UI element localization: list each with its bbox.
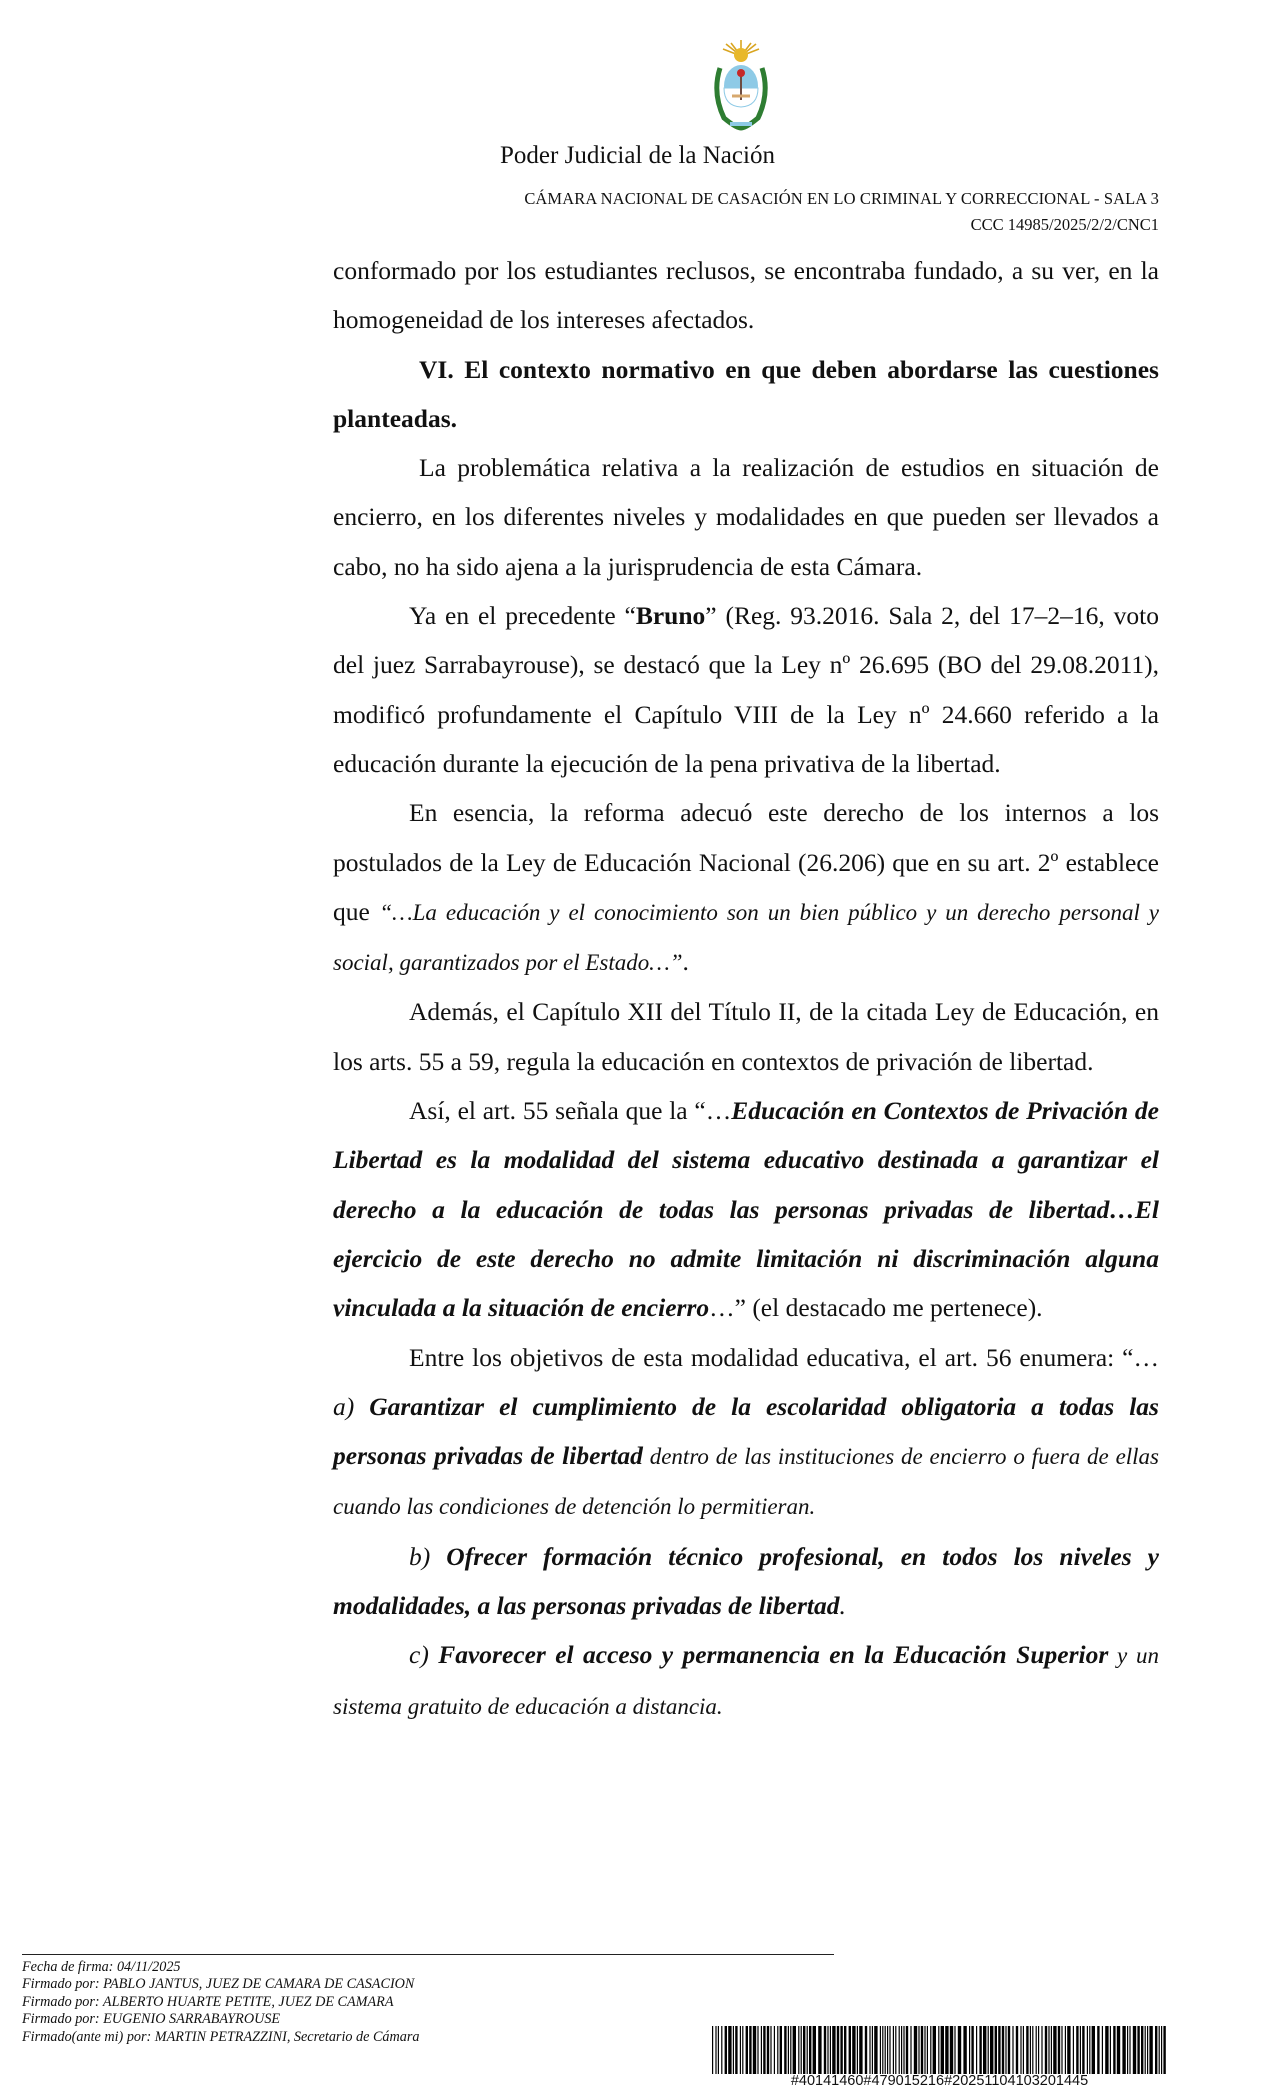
text-run: Ya en el precedente “	[409, 601, 636, 631]
barcode-number: #40141460#479015216#20251104103201445	[790, 2073, 1089, 2089]
case-number: CCC 14985/2025/2/2/CNC1	[970, 215, 1159, 234]
list-marker: c)	[409, 1640, 439, 1670]
list-marker: a)	[333, 1391, 370, 1421]
sun	[734, 48, 748, 62]
text-run: ” (Reg. 93.2016. Sala 2, del 17–2–16, voto del juez Sarrabayrouse), se destacó que la Ley nº 26.695 (BO del 29.08.2011), modificó profundamente el Capítulo VIII de la Ley nº 24.660 referido a la educación durante la ejecución de la pena privativa de la libertad.	[333, 601, 1159, 778]
paragraph	[333, 788, 1159, 987]
highlighted-quote: Favorecer el acceso y permanencia en la Educación Superior	[438, 1640, 1109, 1670]
phrygian-cap	[737, 69, 745, 77]
national-coat-of-arms	[710, 38, 772, 132]
quoted-law-text: “…La educación y el conocimiento son un bien público y un derecho personal y social, garantizados por el Estado…”	[333, 899, 1159, 976]
paragraph	[333, 1630, 1159, 1731]
paragraph	[333, 1532, 1159, 1631]
paragraph	[333, 1086, 1159, 1332]
paragraph	[333, 1333, 1159, 1532]
paragraph	[333, 591, 1159, 788]
highlighted-quote: Garantizar el cumplimiento de la escolaridad obligatoria a todas las personas privadas de libertad	[333, 1391, 1159, 1471]
paragraph: conformado por los estudiantes reclusos, se encontraba fundado, a su ver, en la homogeneidad de los intereses afectados.	[333, 256, 1159, 335]
section-heading: VI. El contexto normativo en que deben abordarse las cuestiones planteadas.	[333, 354, 1159, 433]
signature-line: Firmado por: EUGENIO SARRABAYROUSE	[22, 2011, 281, 2028]
text-run: Así, el art. 55 señala que la “…	[409, 1096, 732, 1126]
signature-line: Firmado(ante mi) por: MARTIN PETRAZZINI, Secretario de Cámara	[22, 2028, 420, 2045]
text-run: .	[682, 947, 689, 977]
signature-line: Firmado por: ALBERTO HUARTE PETITE, JUEZ DE CAMARA	[22, 1993, 394, 2010]
highlighted-quote: Educación en Contextos de Privación de Libertad es la modalidad del sistema educativo destinada a garantizar el derecho a la educación de todas las personas privadas de libertad…El ejercicio de este derecho no admite limitación ni discriminación alguna vinculada a la situación de encierro	[333, 1096, 1159, 1323]
text-run: En esencia, la reforma adecuó este derecho de los internos a los postulados de la Ley de Educación Nacional (26.206) que en su art. 2º establece que	[333, 798, 1159, 926]
paragraph: La problemática relativa a la realización de estudios en situación de encierro, en los diferentes niveles y modalidades en que pueden ser llevados a cabo, no ha sido ajena a la jurisprudencia de esta Cámara.	[333, 453, 1159, 581]
signature-block	[22, 1959, 419, 2046]
document-body	[333, 246, 1159, 1731]
court-name: CÁMARA NACIONAL DE CASACIÓN EN LO CRIMINAL Y CORRECCIONAL - SALA 3	[524, 189, 1159, 208]
text-run: …” (el destacado me pertenece).	[709, 1293, 1043, 1323]
highlighted-quote: Ofrecer formación técnico profesional, en todos los niveles y modalidades, a las personas privadas de libertad	[333, 1541, 1159, 1621]
paragraph: Además, el Capítulo XII del Título II, de la citada Ley de Educación, en los arts. 55 a 59, regula la educación en contextos de privación de libertad.	[333, 997, 1159, 1076]
signature-date: Fecha de firma: 04/11/2025	[22, 1959, 181, 1975]
text-run: Entre los objetivos de esta modalidad educativa, el art. 56 enumera: “…	[409, 1342, 1159, 1372]
list-marker: b)	[409, 1541, 447, 1571]
quoted-law-text: dentro de las instituciones de encierro o fuera de ellas cuando las condiciones de detención lo permitieran.	[333, 1444, 1160, 1520]
quoted-law-text: y un sistema gratuito de educación a distancia.	[333, 1643, 1159, 1719]
case-name-bold: Bruno	[635, 601, 706, 631]
barcode-icon	[712, 2026, 1167, 2074]
text-run: .	[839, 1591, 846, 1621]
signature-divider	[22, 1954, 834, 1955]
signature-line: Firmado por: PABLO JANTUS, JUEZ DE CAMARA DE CASACION	[22, 1976, 415, 1993]
institution-title: Poder Judicial de la Nación	[500, 142, 775, 169]
